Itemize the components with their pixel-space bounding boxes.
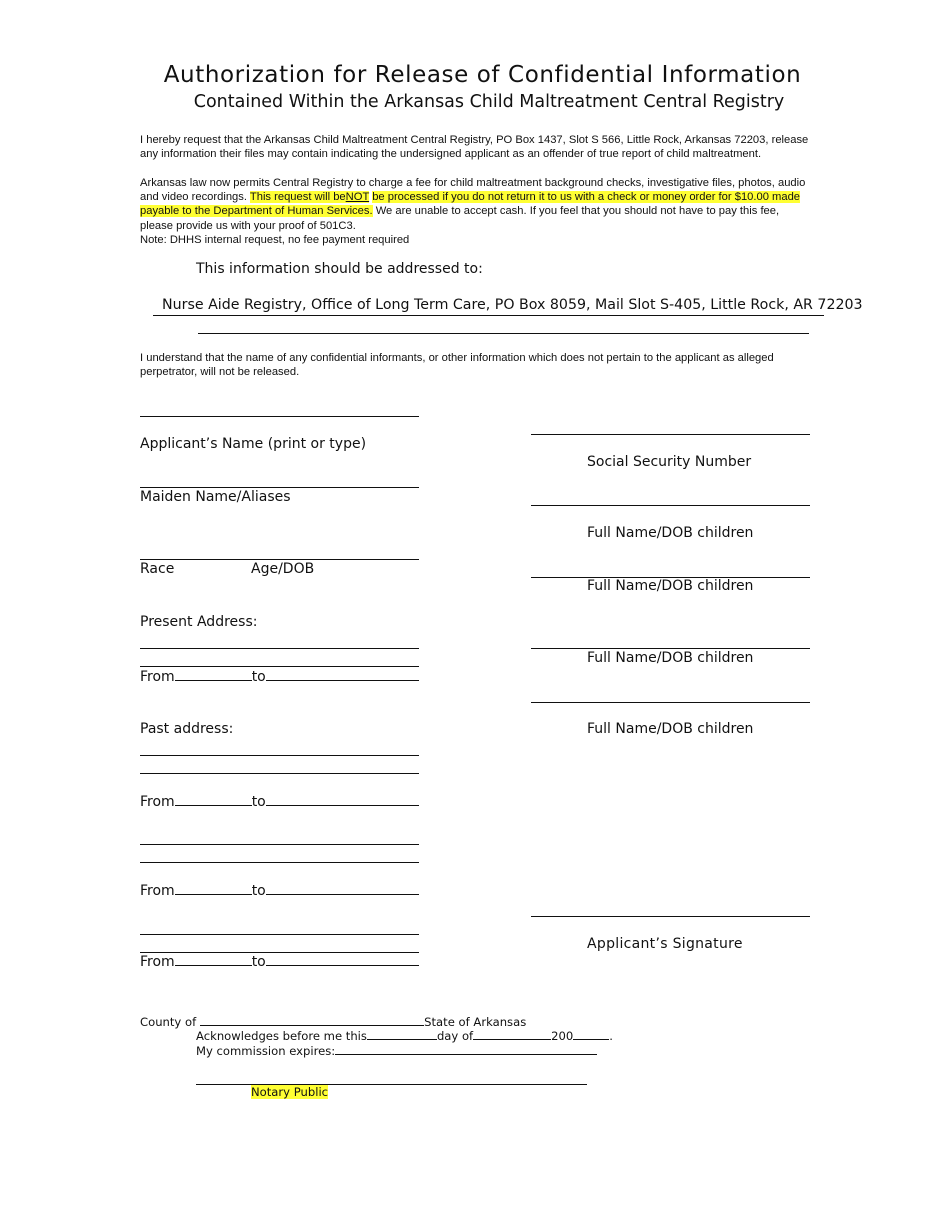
fee-highlight-not: NOT	[345, 191, 370, 204]
from-date-field[interactable]	[175, 953, 252, 966]
to-label: to	[251, 669, 266, 685]
to-date-field[interactable]	[266, 882, 419, 895]
child-1-label: Full Name/DOB children	[587, 525, 754, 541]
past3-from-row	[140, 953, 419, 970]
signature-line[interactable]	[531, 916, 810, 917]
past-address-label: Past address:	[140, 721, 234, 737]
applicant-name-label: Applicant’s Name (print or type)	[140, 436, 367, 452]
from-date-field[interactable]	[175, 668, 252, 681]
race-label: Race	[140, 561, 175, 577]
child-2-label: Full Name/DOB children	[587, 578, 754, 594]
commission-label: My commission expires:	[196, 1044, 336, 1058]
notary-public-label: Notary Public	[251, 1085, 329, 1099]
year-field[interactable]	[573, 1027, 609, 1040]
to-date-field[interactable]	[266, 668, 419, 681]
from-label: From	[140, 669, 175, 685]
county-of-label: County of	[140, 1015, 197, 1029]
age-dob-label: Age/DOB	[251, 561, 315, 577]
address-underline	[153, 315, 824, 316]
past-address-1-line-2[interactable]	[140, 773, 419, 774]
commission-field[interactable]	[335, 1042, 597, 1055]
fee-text-b: We are unable to accept cash. If you feel that you should not have to pay this fee, please provide us with your proof of 501C3.	[140, 205, 780, 232]
address-to-label: This information should be addressed to:	[196, 261, 483, 277]
present-address-label: Present Address:	[140, 614, 258, 630]
to-label: to	[251, 794, 266, 810]
to-date-field[interactable]	[266, 953, 419, 966]
past1-from-row	[140, 793, 419, 810]
child-3-label: Full Name/DOB children	[587, 650, 754, 666]
fee-highlight-2: be processed if you do not return it to us with a check or money order for $10.00 made payable to the Department of Human Services.	[140, 191, 801, 218]
fee-text-a: Arkansas law now permits Central Registry to charge a fee for child maltreatment background checks, investigative files, photos, audio and video recordings.	[140, 177, 806, 204]
present-address-line-2[interactable]	[140, 666, 419, 667]
maiden-name-label: Maiden Name/Aliases	[140, 489, 291, 505]
address-to-value: Nurse Aide Registry, Office of Long Term Care, PO Box 8059, Mail Slot S-405, Little Rock, AR 72203	[162, 297, 863, 313]
from-label: From	[140, 954, 175, 970]
past-address-1-line-1[interactable]	[140, 755, 419, 756]
to-date-field[interactable]	[266, 793, 419, 806]
day-of-label: day of	[436, 1029, 474, 1043]
period: .	[609, 1029, 613, 1043]
acknowledges-label: Acknowledges before me this	[196, 1029, 367, 1043]
from-label: From	[140, 794, 175, 810]
from-date-field[interactable]	[175, 793, 252, 806]
ssn-line[interactable]	[531, 434, 810, 435]
ssn-label: Social Security Number	[587, 454, 752, 470]
state-label: State of Arkansas	[424, 1015, 527, 1029]
month-field[interactable]	[473, 1027, 551, 1040]
acknowledge-row	[196, 1027, 613, 1043]
county-field[interactable]	[200, 1013, 424, 1026]
from-label: From	[140, 883, 175, 899]
present-from-row	[140, 668, 419, 685]
child-4-label: Full Name/DOB children	[587, 721, 754, 737]
past-address-2-line-2[interactable]	[140, 862, 419, 863]
past2-from-row	[140, 882, 419, 899]
maiden-name-line[interactable]	[140, 487, 419, 488]
note-text: Note: DHHS internal request, no fee payment required	[140, 234, 410, 246]
child-1-line[interactable]	[531, 505, 810, 506]
signature-label: Applicant’s Signature	[587, 936, 743, 952]
address-line-2[interactable]	[198, 333, 809, 334]
present-address-line-1[interactable]	[140, 648, 419, 649]
fee-paragraph	[140, 176, 815, 233]
from-date-field[interactable]	[175, 882, 252, 895]
race-age-line[interactable]	[140, 559, 419, 560]
child-4-line[interactable]	[531, 702, 810, 703]
form-title: Authorization for Release of Confidential Information	[163, 62, 802, 88]
request-paragraph: I hereby request that the Arkansas Child Maltreatment Central Registry, PO Box 1437, Slot S 566, Little Rock, Arkansas 72203, release any information their files may contain indicating the undersigned applicant as an offender of true report of child maltreatment.	[140, 134, 809, 161]
year-prefix: 200	[551, 1029, 574, 1043]
applicant-name-line[interactable]	[140, 416, 419, 417]
understand-paragraph: I understand that the name of any confidential informants, or other information which does not pertain to the applicant as alleged perpetrator, will not be released.	[140, 352, 774, 379]
day-field[interactable]	[367, 1027, 437, 1040]
fee-highlight-1: This request will be	[249, 191, 346, 204]
to-label: to	[251, 954, 266, 970]
past-address-2-line-1[interactable]	[140, 844, 419, 845]
child-3-line[interactable]	[531, 648, 810, 649]
form-subtitle: Contained Within the Arkansas Child Maltreatment Central Registry	[193, 92, 785, 112]
commission-row	[196, 1042, 597, 1058]
to-label: to	[251, 883, 266, 899]
past-address-3-line-1[interactable]	[140, 934, 419, 935]
